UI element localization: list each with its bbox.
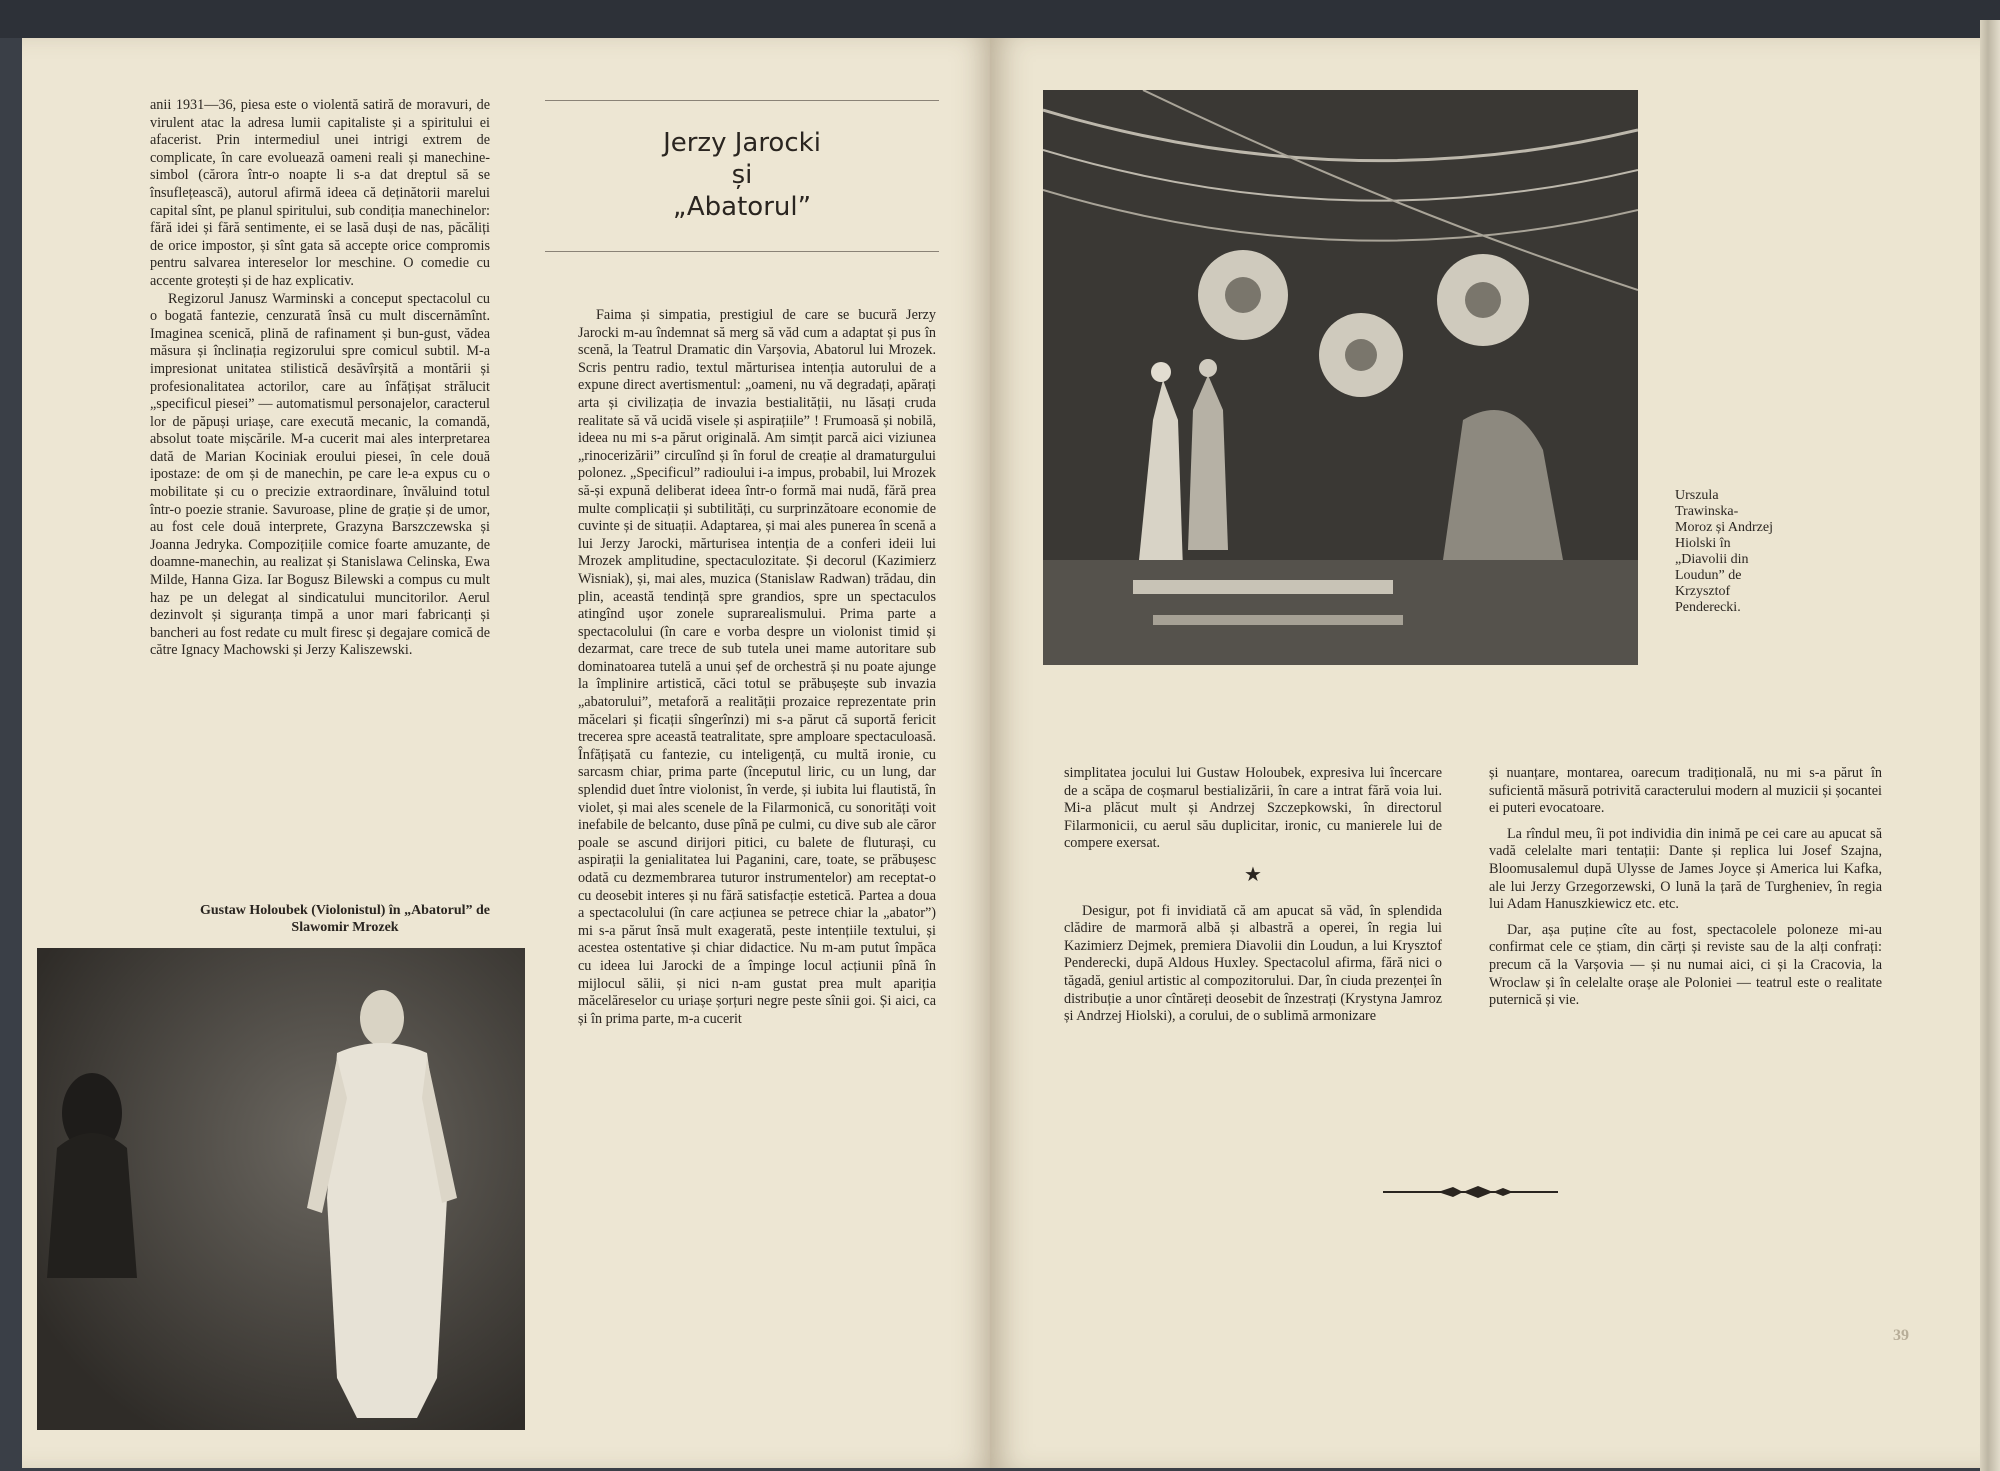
right-photo-caption: Urszula Trawinska-Moroz și Andrzej Hiolski în „Diavolii din Loudun” de Krzysztof Penderecki. xyxy=(1675,488,1773,615)
photo-holoubek xyxy=(37,948,525,1430)
left-column-2 xyxy=(578,307,936,1028)
paragraph: simplitatea jocului lui Gustaw Holoubek, expresiva lui încercare de a scăpa de coșmarul bestializării, în care a intrat fără voia lui. Mi-a plăcut mult și Andrzej Szczepkowski, în directorul Filarmonicii, cu aerul său duplicitar, ironic, cu manierele lui de compere exersat. xyxy=(1064,765,1442,852)
article-title-line-3: „Abatorul” xyxy=(672,192,812,222)
photo-holoubek-image xyxy=(37,948,525,1430)
paragraph: Regizorul Janusz Warminski a conceput spectacolul cu o bogată fantezie, cenzurată însă cu mult discernămînt. Imaginea scenică, plină de rafinament și bun-gust, vădea măsura și înclinația regizorului spre comicul subtil. M-a impresionat unitatea stilistică desăvîrșită a montării și profesionalitatea actorilor, care au înfățișat strălucit „specificul piesei” — automatismul personajelor, caracterul lor de păpuși uriașe, care execută mecanic, la comandă, absolut toate mișcările. M-a cucerit mai ales interpretarea dată de Marian Kociniak eroului piesei, în cele două ipostaze: de om și de manechin, pe care le-a expus cu o mobilitate și cu o precizie extraordinare, învăluind totul într-o poezie stranie. Savuroase, pline de grație și de umor, au fost cele două interprete, Grazyna Barszczewska și Joanna Jedryka. Compozițiile comice foarte amuzante, de doamne-manechin, au realizat și Stanislawa Celinska, Ewa Milde, Hanna Giza. Iar Bogusz Bilewski a compus cu mult haz pe un delegat al sindicatului muncitorilor. Aerul dezinvolt și siguranța timpă a unor mari fabricanți și bancheri au fost redate cu mult firesc și degajare comică de către Ignacy Machowski și Jerzy Kaliszewski. xyxy=(150,290,490,659)
right-column-2 xyxy=(1489,765,1882,1010)
paragraph: anii 1931—36, piesa este o violentă satiră de moravuri, de virulent atac la adresa lumii capitaliste și a spiritului ei afacerist. Prin intermediul unei intrigi extrem de complicate, în care evoluează oameni reali și manechine-simbol (cărora într-o noapte li s-a dat dreptul să se însuflețească), autorul afirmă ideea că deținătorii marelui capital sînt, pe planul spiritului, sub condiția manechinelor: fără idei și fără sentimente, ei se lasă duși de nas, păcăliți de orice impostor, și sînt gata să accepte orice compromis pentru salvarea intereselor lor meschine. O comedie cu accente grotești și de haz explicativ. xyxy=(150,97,490,289)
article-title-box xyxy=(545,100,939,252)
paragraph: Dar, așa puține cîte au fost, spectacolele poloneze mi-au confirmat cele ce știam, din cărți și reviste sau de la alți confrați: precum că la Varșovia — și nu numai aici, ci și la Cracovia, la Wroclaw și în celelalte orașe ale Poloniei — teatrul este o realitate puternică și vie. xyxy=(1489,921,1882,1009)
photo-diavolii-image xyxy=(1043,90,1638,665)
photo-diavolii xyxy=(1043,90,1638,665)
page-number: 39 xyxy=(1893,1327,1909,1344)
paragraph: Faima și simpatia, prestigiul de care se bucură Jerzy Jarocki m-au îndemnat să merg să văd cum a adaptat și pus în scenă, la Teatrul Dramatic din Varșovia, Abatorul lui Mrozek. Scris pentru radio, textul mărturisea intenția autorului de a expune direct avertismentul: „oameni, nu vă degradați, apărați arta și civilizația de invazia bestialității, nu lăsați cruda realitate să vă ucidă visele și aspirațiile” ! Frumoasă și nobilă, ideea nu mi s-a părut originală. Am simțit parcă aici viziunea „rinocerizării” circulînd și în forul de creație al dramaturgului polonez. „Specificul” radioului i-a impus, probabil, lui Mrozek să-și expună deliberat ideea într-o formă mai nudă, fără prea multe complicații și subtilități, cu surprinzătoare economie de cuvinte și de situații. Adaptarea, și mai ales punerea în scenă a lui Jerzy Jarocki, mărturisea intenția de a conferi ideii lui Mrozek amplitudine, spectaculozitate. Și decorul (Kazimierz Wisniak), și, mai ales, muzica (Stanislaw Radwan) trădau, din plin, această tendință spre grandios, spre un spectaculos atingînd ușor zonele suprarealismului. Prima parte a spectacolului (în care e vorba despre un violonist timid și dezarmat, care trece de sub tutela unei mame autoritare sub dominatoarea tutelă a unui șef de orchestră și nu poate ajunge la împlinire artistică, căci totul se prăbușește sub invazia „abatorului”, metaforă a realității prozaice reprezentate prin măcelari și ficații sîngerînzi) mi s-a părut că suportă fericit trecerea spre această teatralitate, spre amploare spectaculoasă. Înfățișată cu fantezie, cu inteligență, cu multă ironie, cu sarcasm chiar, prima parte (începutul liric, cu un lung, dar splendid duet între violonist, în verde, și iubita lui flautistă, în violet, și mai ales scenele de la Filarmonică, cu sonorități voit inefabile de belcanto, duse pînă pe culmi, cu dive sub ale căror poale se ascund dirijori pitici, cu balete de fluturași, cu aspirații la genialitatea lui Paganini, care, toate, se prăbușesc odată cu dezmembrarea tuturor instrumentelor) am receptat-o cu deosebit interes și nu fără satisfacție estetică. Partea a doua a spectacolului (în care acțiunea se petrece chiar la „abator”) mi s-a părut însă mult exagerată, peste intențiile textului, și acestea ostentative și chiar didactice. Nu m-am putut împăca cu ideea lui Jarocki de a împinge locul acțiunii pînă în mijlocul sălii, și nici n-am gustat prea mult apariția măcelăreselor cu uriașe șorțuri negre peste sînii goi. Și aici, ca și în prima parte, m-a cucerit xyxy=(578,307,936,1027)
paragraph: La rîndul meu, îi pot individia din inimă pe cei care au apucat să vadă celelalte mari tentații: Dante și replica lui Josef Szajna, Bloomusalemul după Ulysse de James Joyce și America lui Kafka, ale lui Jerzy Grzegorzewski, O lună la țară de Turgheniev, în regia lui Adam Hanuszkiewicz etc. etc. xyxy=(1489,825,1882,913)
separator-star: ★ xyxy=(1244,863,1262,886)
left-photo-caption: Gustaw Holoubek (Violonistul) în „Abatorul” de Slawomir Mrozek xyxy=(199,903,491,935)
background-top xyxy=(0,0,2000,38)
paragraph: Desigur, pot fi invidiată că am apucat să văd, în splendida clădire de marmoră albă și albastră a operei, în regia lui Kazimierz Dejmek, premiera Diavolii din Loudun, a lui Krysztof Penderecki, după Aldous Huxley. Spectacolul afirma, fără nici o tăgadă, geniul artistic al compozitorului. Dar, în ciuda prezenței în distribuție a unor cîntăreți deosebit de înzestrați (Krystyna Jamroz și Andrzej Hiolski), a corului, de o sublimă armonizare xyxy=(1064,902,1442,1025)
ornament-line-icon xyxy=(1383,1182,1558,1202)
article-title-line-1: Jerzy Jarocki xyxy=(663,128,821,158)
paragraph: și nuanțare, montarea, oarecum tradițională, nu mi s-a părut în suficientă măsură potrivită caracterului modern al muzicii și șocantei ei puteri evocatoare. xyxy=(1489,765,1882,817)
end-ornament xyxy=(1383,1182,1558,1207)
article-title-line-2: și xyxy=(731,160,753,190)
left-column-1 xyxy=(150,97,490,660)
right-column-1 xyxy=(1064,765,1442,1026)
page-edge xyxy=(1980,20,2000,1471)
